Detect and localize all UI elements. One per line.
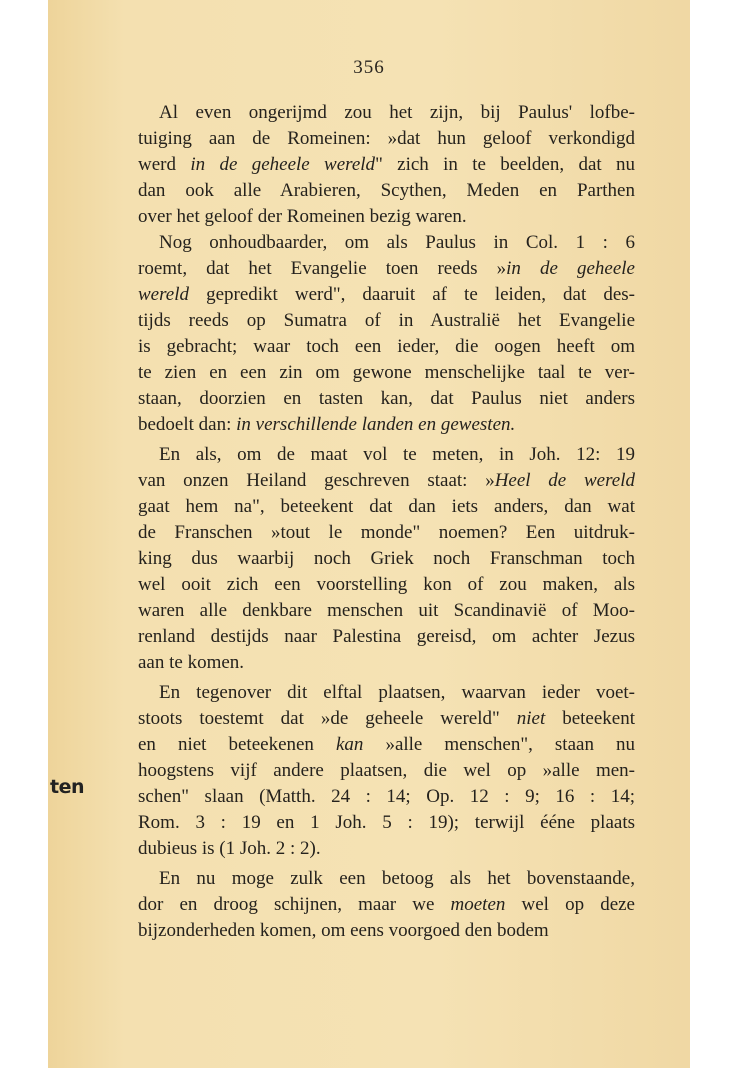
text-segment: stoots toestemt dat »de geheele wereld" [138,708,517,729]
text-line [138,918,635,944]
text-segment: gepredikt werd", daaruit af te leiden, dat des- [189,284,635,305]
text-segment: tijds reeds op Sumatra of in Australië het Evangelie [138,310,635,331]
text-segment: king dus waarbij noch Griek noch Franschman toch [138,548,635,569]
text-line [138,308,635,334]
italic-text: in de geheele wereld [190,154,376,175]
text-line [138,334,635,360]
text-line [138,412,635,438]
text-segment: Rom. 3 : 19 en 1 Joh. 5 : 19); terwijl ééne plaats [138,812,635,833]
text-line [138,546,635,572]
text-segment: Nog onhoudbaarder, om als Paulus in Col. 1 : 6 [159,232,635,253]
text-segment: En tegenover dit elftal plaatsen, waarvan ieder voet- [159,682,635,703]
body-text [138,100,635,944]
text-line [138,680,635,706]
italic-text: in verschillende landen en gewesten. [236,414,516,435]
text-segment: hoogstens vijf andere plaatsen, die wel op »alle men- [138,760,635,781]
text-line [138,836,635,862]
text-line [138,892,635,918]
text-line [138,866,635,892]
italic-text: in de geheele [506,258,635,279]
text-line [138,442,635,468]
text-segment: roemt, dat het Evangelie toen reeds » [138,258,507,279]
text-line [138,256,635,282]
text-segment: staan, doorzien en tasten kan, dat Paulus niet anders [138,388,635,409]
text-segment: is gebracht; waar toch een ieder, die oogen heeft om [138,336,635,357]
text-segment: gaat hem na", beteekent dat dan iets anders, dan wat [138,496,635,517]
text-line [138,706,635,732]
text-line [138,204,635,230]
italic-text: moeten [450,894,506,915]
text-line [138,100,635,126]
text-segment: beteekent [545,708,636,729]
text-line [138,468,635,494]
italic-text: Heel de wereld [494,470,635,491]
text-segment: dubieus is (1 Joh. 2 : 2). [138,838,321,859]
text-line [138,386,635,412]
text-segment: tuiging aan de Romeinen: »dat hun geloof verkondigd [138,128,635,149]
text-segment: En nu moge zulk een betoog als het bovenstaande, [159,868,635,889]
text-segment: van onzen Heiland geschreven staat: » [138,470,495,491]
text-line [138,230,635,256]
text-segment: aan te komen. [138,652,245,673]
text-line [138,520,635,546]
text-segment: te zien en een zin om gewone menschelijke taal te ver- [138,362,635,383]
text-line [138,758,635,784]
text-line [138,650,635,676]
text-segment: Al even ongerijmd zou het zijn, bij Paulus' lofbe- [159,102,635,123]
text-segment: schen" slaan (Matth. 24 : 14; Op. 12 : 9; 16 : 14; [138,786,635,807]
text-line [138,624,635,650]
italic-text: niet [516,708,546,729]
italic-text: wereld [138,284,190,305]
text-segment: dor en droog schijnen, maar we [138,894,451,915]
text-segment: renland destijds naar Palestina gereisd, om achter Jezus [138,626,635,647]
page-number: 356 [353,57,385,78]
text-segment: " zich in te beelden, dat nu [375,154,636,175]
text-segment: over het geloof der Romeinen bezig waren. [138,206,467,227]
text-line [138,810,635,836]
text-segment: de Franschen »tout le monde" noemen? Een uitdruk- [138,522,635,543]
text-line [138,152,635,178]
text-line [138,784,635,810]
text-line [138,282,635,308]
text-line [138,598,635,624]
book-page [48,0,690,1068]
text-segment: werd [138,154,191,175]
text-segment: bedoelt dan: [138,414,237,435]
text-line [138,494,635,520]
handwritten-margin-note: ten [50,776,84,798]
text-line [138,178,635,204]
text-segment: waren alle denkbare menschen uit Scandinavië of Moo- [138,600,635,621]
text-segment: wel op deze [505,894,635,915]
text-line [138,126,635,152]
italic-text: kan [335,734,364,755]
text-segment: dan ook alle Arabieren, Scythen, Meden en Parthen [138,180,635,201]
text-segment: en niet beteekenen [138,734,336,755]
text-line [138,360,635,386]
text-segment: En als, om de maat vol te meten, in Joh. 12: 19 [159,444,635,465]
text-segment: wel ooit zich een voorstelling kon of zou maken, als [138,574,635,595]
text-segment: »alle menschen", staan nu [363,734,635,755]
text-line [138,572,635,598]
text-line [138,732,635,758]
text-segment: bijzonderheden komen, om eens voorgoed den bodem [138,920,549,941]
